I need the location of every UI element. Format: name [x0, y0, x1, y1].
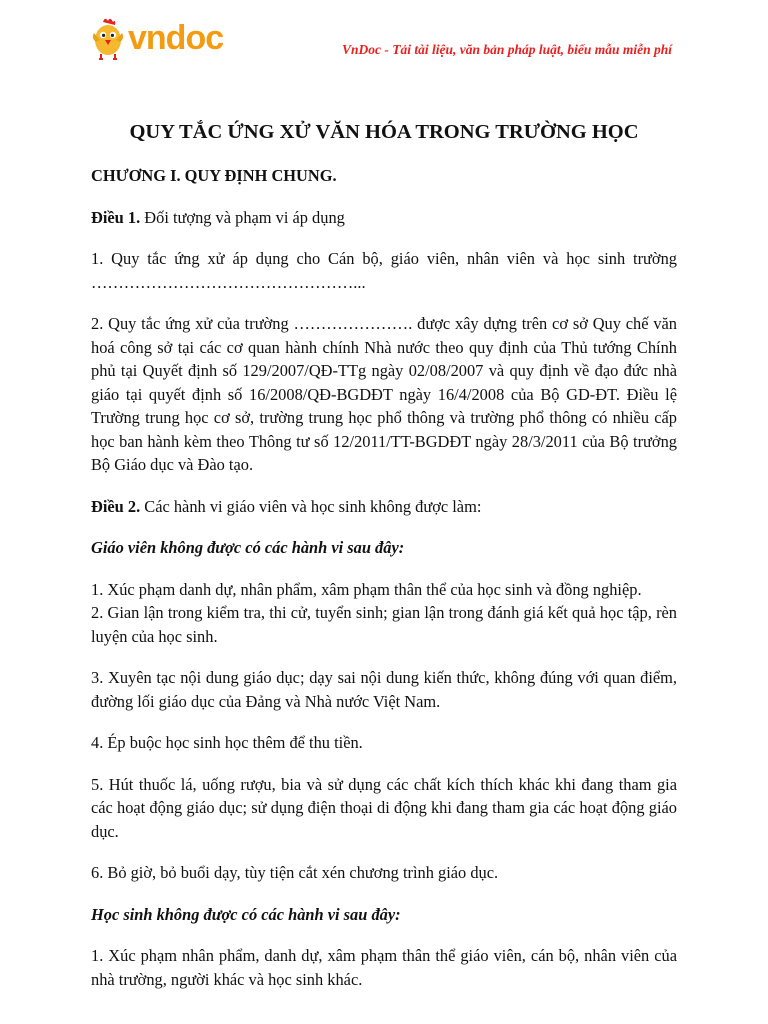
chapter-heading: CHƯƠNG I. QUY ĐỊNH CHUNG.	[91, 166, 337, 185]
chick-mascot-icon	[90, 16, 126, 60]
logo-wordmark: vndoc	[128, 19, 224, 57]
students-section-heading: Học sinh không được có các hành vi sau đây:	[91, 904, 401, 924]
document-body	[91, 118, 677, 1009]
teachers-section-heading: Giáo viên không được có các hành vi sau đây:	[91, 538, 405, 557]
article-2-label: Điều 2.	[91, 496, 141, 516]
article-1-title: Đối tượng và phạm vi áp dụng	[140, 207, 345, 227]
article-1-clause-2: 2. Quy tắc ứng xử của trường …………………. được xây dựng trên cơ sở Quy chế văn hoá công sở tại các cơ quan hành chính Nhà nước theo quy định của Thủ tướng Chính phủ tại Quyết định số 129/2007/QĐ-TTg ngày 02/08/2007 và quy định về đạo đức nhà giáo tại quyết định số 16/2008/QĐ-BGDĐT ngày 16/4/2008 của Bộ GD-ĐT. Điều lệ Trường trung học cơ sở, trường trung học phổ thông và trường phổ thông có nhiều cấp học ban hành kèm theo Thông tư số 12/2011/TT-BGDĐT ngày 28/3/2011 của Bộ trưởng Bộ Giáo dục và Đào tạo.	[91, 314, 677, 474]
student-rule-1: 1. Xúc phạm nhân phẩm, danh dự, xâm phạm thân thể giáo viên, cán bộ, nhân viên của nhà trường, người khác và học sinh khác.	[91, 946, 677, 989]
article-2-title: Các hành vi giáo viên và học sinh không được làm:	[140, 496, 482, 516]
teacher-rule-2: 2. Gian lận trong kiểm tra, thi cử, tuyển sinh; gian lận trong đánh giá kết quả học tập, rèn luyện của học sinh.	[91, 603, 677, 646]
teacher-rule-3: 3. Xuyên tạc nội dung giáo dục; dạy sai nội dung kiến thức, không đúng với quan điểm, đường lối giáo dục của Đảng và Nhà nước Việt Nam.	[91, 668, 677, 711]
article-1-heading	[91, 206, 677, 230]
article-1-label: Điều 1.	[91, 207, 141, 227]
site-tagline[interactable]: VnDoc - Tải tài liệu, văn bản pháp luật, biểu mẫu miễn phí	[341, 42, 672, 57]
teacher-rule-1: 1. Xúc phạm danh dự, nhân phẩm, xâm phạm thân thể của học sinh và đồng nghiệp.	[91, 579, 642, 599]
article-2-heading	[91, 495, 677, 519]
page-header	[0, 0, 768, 80]
teacher-rule-4: 4. Ép buộc học sinh học thêm để thu tiền.	[91, 733, 363, 752]
vndoc-logo[interactable]	[90, 16, 223, 60]
document-title: QUY TẮC ỨNG XỬ VĂN HÓA TRONG TRƯỜNG HỌC	[129, 121, 639, 143]
article-1-clause-1: 1. Quy tắc ứng xử áp dụng cho Cán bộ, giáo viên, nhân viên và học sinh trường …………………………………………...	[91, 249, 677, 292]
teacher-rule-6: 6. Bỏ giờ, bỏ buổi dạy, tùy tiện cắt xén chương trình giáo dục.	[91, 863, 499, 882]
teacher-rule-5: 5. Hút thuốc lá, uống rượu, bia và sử dụng các chất kích thích khác khi đang tham gia các hoạt động giáo dục; sử dụng điện thoại di động khi đang tham gia các hoạt động giáo dục.	[91, 774, 677, 841]
